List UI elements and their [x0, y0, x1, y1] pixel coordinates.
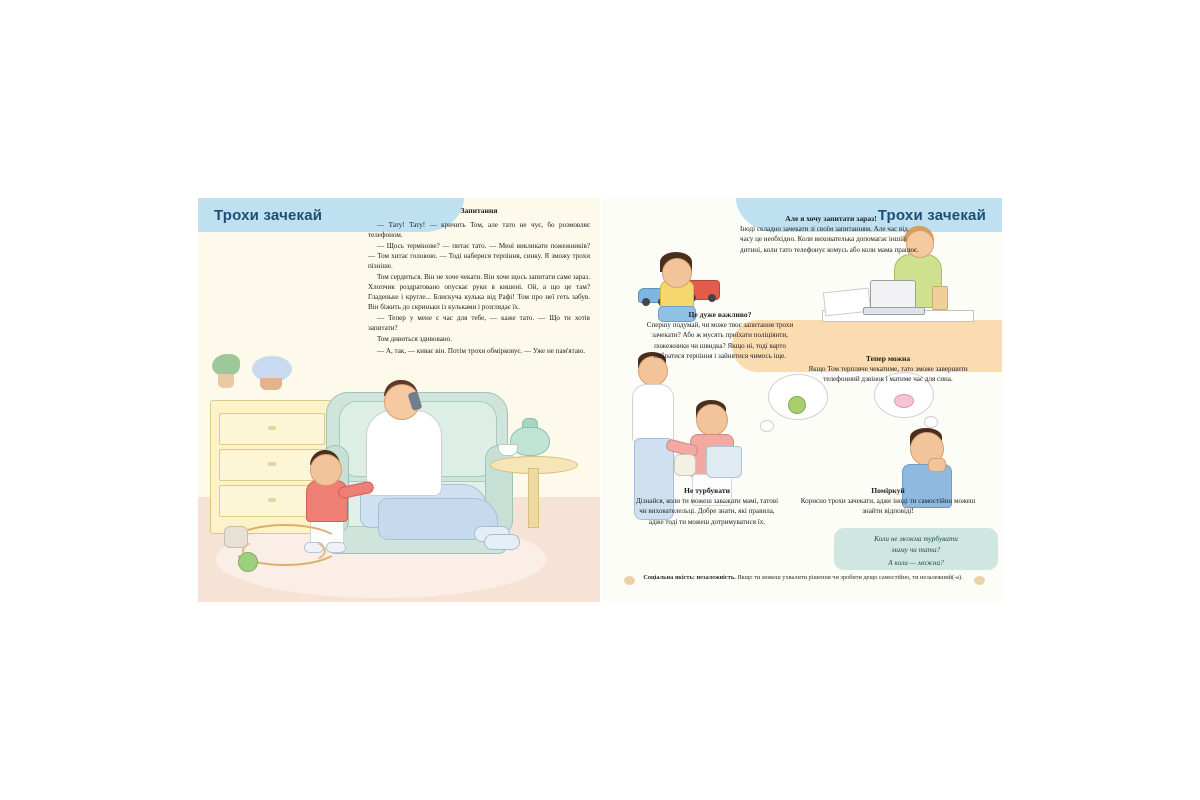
cup-illustration	[498, 444, 518, 456]
hydrangea-pot	[260, 378, 282, 390]
marble-pouch	[674, 454, 696, 476]
block-text: Корисно трохи зачекати, адже іноді ти самостійно можеш знайти відповіді!	[800, 497, 976, 516]
footer-note	[638, 574, 968, 583]
text-block-ask-now	[740, 214, 922, 255]
block-text: Дізнайся, коли ти можеш заважати мамі, татові чи вихователельці. Добре знати, які правила, адже тоді ти можеш дотримуватися їх.	[635, 497, 779, 526]
apple-icon	[788, 396, 806, 414]
marble-jar	[706, 446, 742, 478]
right-page	[602, 198, 1002, 602]
story-paragraph: — Тепер у мене є час для тебе, — каже тато. — Що ти хотів запитати?	[368, 314, 590, 333]
footer-lead: Соціальна якість: незалежність.	[643, 574, 736, 581]
left-page-story	[368, 206, 590, 357]
question-callout-box	[834, 528, 998, 570]
block-text: Іноді складно зачекати зі своїм запитанням. Але час від часу це необхідно. Коли вихователька допомагає іншій дитині, коли тато телефонує комусь або коли мама працює.	[740, 225, 919, 254]
block-title: Але я хочу запитати зараз!	[785, 214, 877, 223]
potted-plant-pot	[218, 374, 234, 388]
story-title: Запитання	[460, 206, 498, 215]
paw-print-icon	[974, 576, 985, 585]
drawer-knob	[268, 462, 276, 466]
thought-bubble-dot	[760, 420, 774, 432]
drawer-knob	[268, 426, 276, 430]
text-block-now-you-can	[798, 354, 978, 385]
green-ball-toy	[238, 552, 258, 572]
story-paragraph: — А, так, — киває він. Потім трохи обмірковує. — Уже не пам'ятаю.	[377, 346, 586, 355]
dresser-drawer	[219, 413, 325, 445]
story-paragraph: Том дивиться здивовано.	[377, 335, 452, 344]
left-page-illustration	[198, 348, 600, 602]
candy-icon	[894, 394, 914, 408]
thought-bubble-dot	[924, 416, 938, 428]
text-block-think	[798, 486, 978, 517]
block-title: Поміркуй	[871, 486, 905, 495]
left-banner-label: Трохи зачекай	[214, 206, 323, 224]
side-table-leg	[528, 468, 539, 528]
laptop-icon	[870, 280, 916, 310]
text-block-do-not-disturb	[632, 486, 782, 527]
paw-print-icon	[624, 576, 635, 585]
block-title: Не турбувати	[684, 486, 730, 495]
story-paragraph: Том сердиться. Він не хоче чекати. Він хоче щось запитати саме зараз. Хлопчик роздратовано опускає руки в кишені. Ой, а що це там? Гладеньке і кругле... Блискуча кулька від Рафі! Том про неї геть забув. Він біжить до скриньки із кульками і розглядає їх.	[368, 273, 590, 312]
right-banner-label: Трохи зачекай	[877, 206, 986, 224]
question-line: Коли не можна турбувати	[874, 534, 958, 543]
block-text: Якщо Том терпляче чекатиме, тато зможе завершити телефонний дзвінок і матиме час для сина.	[808, 365, 968, 384]
teapot-lid	[522, 418, 538, 428]
left-page	[198, 198, 600, 602]
block-text: Спершу подумай, чи може твоє запитання трохи зачекати? Або ж мусять приїхати поліціянти, пожежники чи швидка? Якщо ні, тоді варто набратися терпіння і зайнятися чимось іще.	[646, 321, 794, 360]
boy-head	[310, 454, 342, 486]
story-paragraph: — Щось термінове? — питає тато. — Мені викликати пожежників? — Том хитає головою. — Тоді наберися терпіння, синку. Я зможу трохи пізніше.	[368, 241, 590, 271]
block-title: Це дуже важливо?	[688, 310, 752, 319]
father-body	[366, 410, 442, 496]
potted-plant-leaves	[212, 354, 240, 376]
pencil-cup	[932, 286, 948, 310]
question-line: А коли — можна?	[888, 557, 944, 567]
laptop-base	[863, 307, 925, 315]
text-block-is-it-important	[640, 310, 800, 361]
boy-hand	[928, 458, 946, 472]
toddler-head	[696, 404, 728, 436]
block-title: Тепер можна	[865, 354, 911, 363]
drawer-knob	[268, 498, 276, 502]
question-line: маму чи тата?	[891, 544, 941, 554]
dresser-drawer	[219, 449, 325, 481]
footer-rest: Якщо ти можеш ухвалити рішення чи зробити дещо самостійно, ти незалежний(-а).	[735, 574, 963, 581]
story-paragraph: — Тату! Тату! — кричить Том, але тато не чує, бо розмовляє телефоном.	[368, 220, 590, 239]
father-shoe	[484, 534, 520, 550]
toy-bag	[224, 526, 248, 548]
